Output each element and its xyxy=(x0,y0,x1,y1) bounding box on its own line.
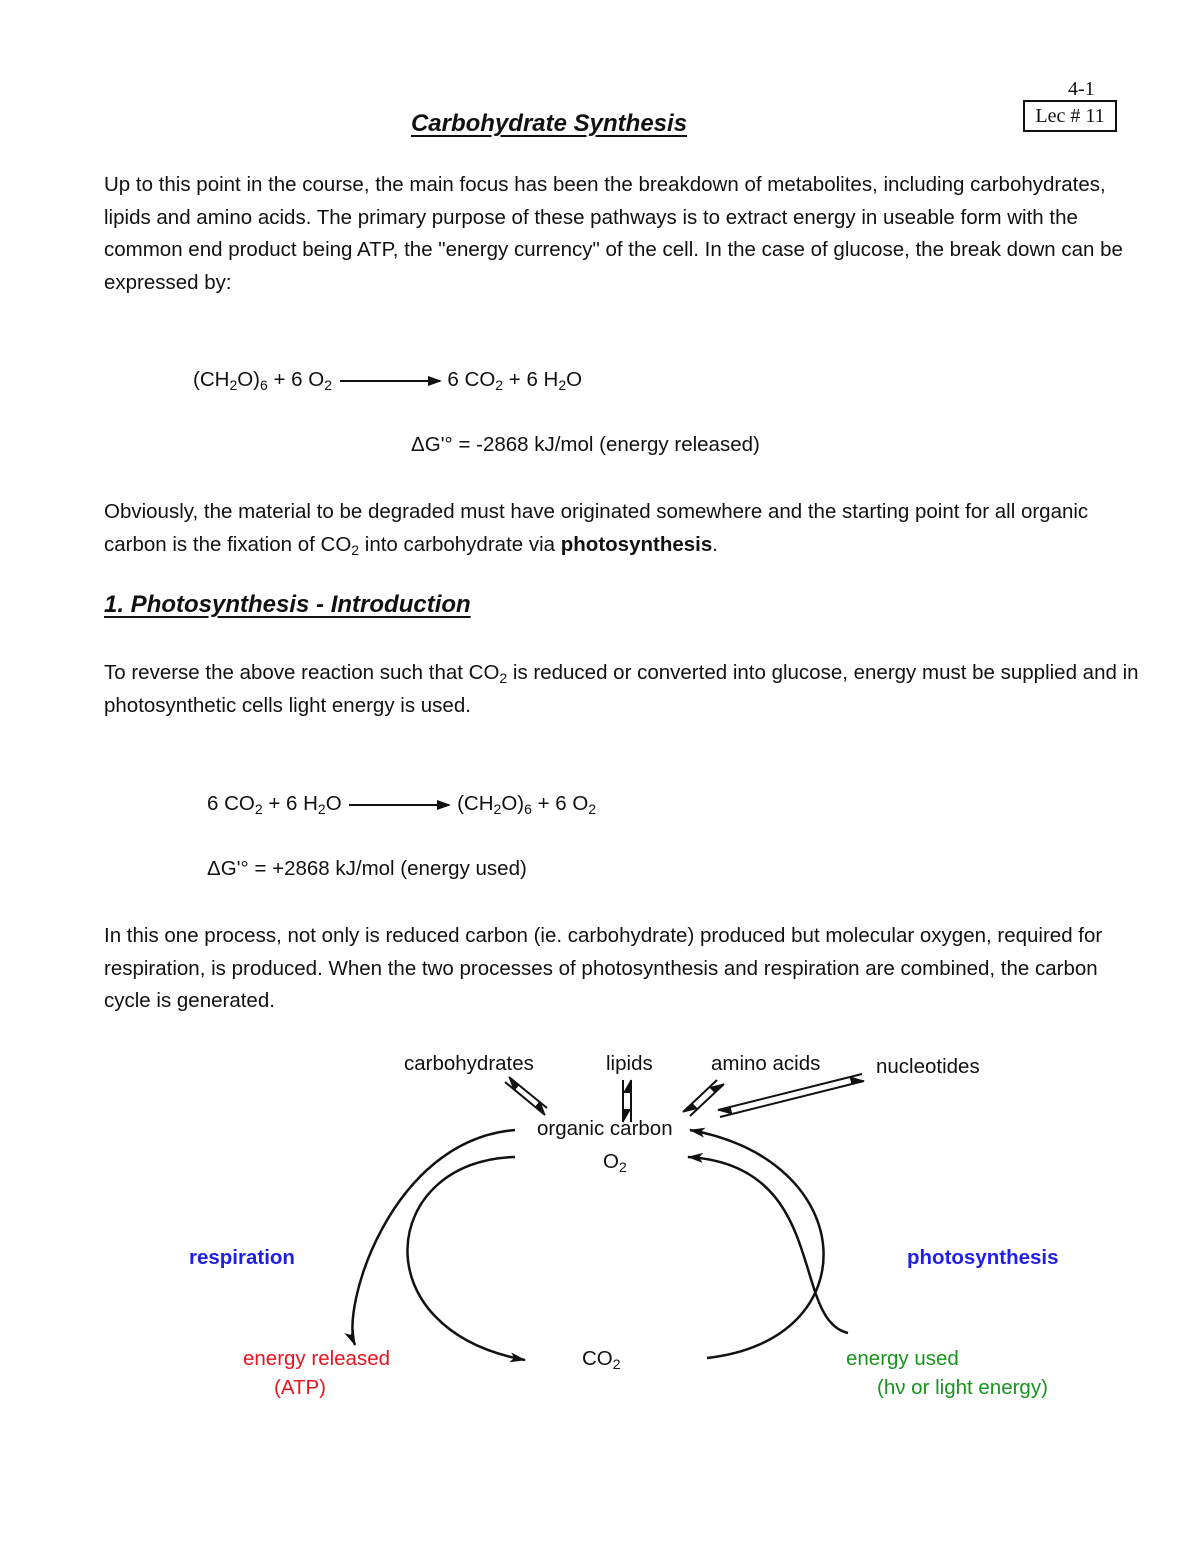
eq2-term: + 6 H xyxy=(262,792,318,815)
section-text-part: is reduced or converted into glucose, energy must be supplied and in photosynthetic cells light energy is used. xyxy=(104,661,1139,717)
label-nucleotides: nucleotides xyxy=(876,1055,980,1078)
label-atp: (ATP) xyxy=(274,1376,327,1399)
origin-text-part: Obviously, the material to be degraded must have originated somewhere and the starting point for all organic carbon is the fixation of CO xyxy=(104,500,1089,556)
label-energy-released: energy released xyxy=(243,1347,391,1370)
section-title: 1. Photosynthesis - Introduction xyxy=(104,591,471,618)
eq1-sub: 6 xyxy=(260,377,268,393)
lipids-equilibrium-arrow xyxy=(623,1080,631,1122)
label-carbohydrates: carbohydrates xyxy=(404,1052,534,1075)
eq1-term: O xyxy=(566,368,583,391)
co2-text: CO xyxy=(582,1347,613,1370)
carbon-cycle-text: In this one process, not only is reduced carbon (ie. carbohydrate) produced but molecular oxygen, required for respiration, is produced. When the two processes of photosynthesis and respiration are combined, the carbon cycle is generated. xyxy=(104,924,1103,1012)
label-co2 xyxy=(582,1347,621,1371)
nucleotides-equilibrium-arrow xyxy=(718,1074,864,1117)
section-sub: 2 xyxy=(499,670,508,686)
label-o2 xyxy=(603,1150,627,1174)
co2-sub: 2 xyxy=(612,1356,621,1372)
o2-text: O xyxy=(603,1150,619,1173)
eq1-term: + 6 H xyxy=(503,368,559,391)
eq1-sub: 2 xyxy=(324,377,333,393)
eq1-term: (CH xyxy=(193,368,230,391)
eq2-term: O xyxy=(325,792,342,815)
section-text-part: To reverse the above reaction such that CO xyxy=(104,661,500,684)
eq2-sub: 2 xyxy=(588,801,597,817)
origin-text-part: into carbohydrate via xyxy=(359,532,561,556)
eq1-term: 6 CO xyxy=(447,368,496,391)
co2-to-organic-carbon-arc xyxy=(690,1130,824,1358)
o2-sub: 2 xyxy=(618,1159,627,1175)
origin-text-part: . xyxy=(712,532,718,556)
eq2-term: O) xyxy=(501,792,525,815)
eq1-sub: 2 xyxy=(495,377,504,393)
eq1-term: O) xyxy=(237,368,261,391)
eq2-sub: 2 xyxy=(254,801,263,817)
eq2-sub: 6 xyxy=(524,801,532,817)
intro-text: Up to this point in the course, the main focus has been the breakdown of metabolites, including carbohydrates, lipids and amino acids. The primary purpose of these pathways is to extract energy in useable form with the common end product being ATP, the "energy currency" of the cell. In the case of glucose, the break down can be expressed by: xyxy=(104,173,1123,294)
eq1-sub: 2 xyxy=(558,377,567,393)
label-light-energy: (hν or light energy) xyxy=(877,1376,1048,1399)
lecture-label: Lec # 11 xyxy=(1023,100,1117,132)
amino-acids-equilibrium-arrow xyxy=(683,1080,724,1116)
eq1-term: + 6 O xyxy=(267,368,325,391)
eq2-term: 6 CO xyxy=(207,792,255,815)
delta-g-breakdown: ΔG'° = -2868 kJ/mol (energy released) xyxy=(411,433,760,456)
label-lipids: lipids xyxy=(606,1052,653,1075)
eq2-term: + 6 O xyxy=(531,792,589,815)
eq2-sub: 2 xyxy=(317,801,326,817)
label-organic-carbon: organic carbon xyxy=(537,1117,673,1140)
page-number: 4-1 xyxy=(1068,78,1095,100)
page-title: Carbohydrate Synthesis xyxy=(410,110,688,137)
delta-g-synthesis: ΔG'° = +2868 kJ/mol (energy used) xyxy=(207,857,527,880)
label-energy-used: energy used xyxy=(846,1347,959,1370)
photosynthesis-term: photosynthesis xyxy=(560,532,713,556)
eq2-term: (CH xyxy=(457,792,494,815)
eq1-sub: 2 xyxy=(229,377,238,393)
carbohydrates-equilibrium-arrow xyxy=(505,1077,547,1115)
origin-sub: 2 xyxy=(351,541,360,558)
eq2-sub: 2 xyxy=(493,801,502,817)
respiration-to-energy-arc xyxy=(352,1130,515,1345)
label-amino-acids: amino acids xyxy=(711,1052,821,1075)
respiration-to-co2-arc xyxy=(407,1157,525,1360)
label-photosynthesis: photosynthesis xyxy=(907,1246,1059,1269)
label-respiration: respiration xyxy=(189,1246,295,1269)
